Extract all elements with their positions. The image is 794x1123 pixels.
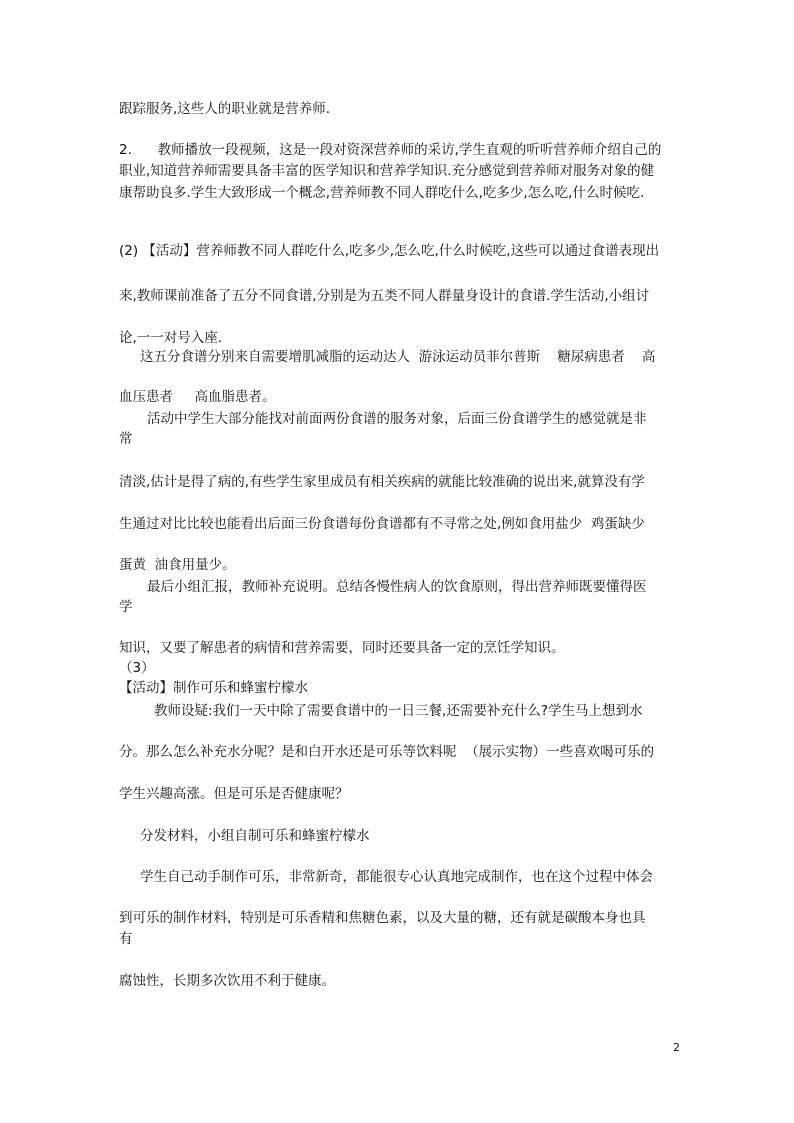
paragraph-line: 分发材料，小组自制可乐和蜂蜜柠檬水 <box>140 828 370 844</box>
paragraph-line: 蛋黄 油食用量少。 <box>119 557 236 573</box>
paragraph-line: 活动中学生大部分能找对前面两份食谱的服务对象，后面三份食谱学生的感觉就是非 <box>147 411 647 427</box>
paragraph-line: 2. 教师播放一段视频，这是一段对资深营养师的采访,学生直观的听听营养师介绍自己的 <box>119 142 662 158</box>
activity-title: 制作可乐和蜂蜜柠檬水 <box>173 680 308 696</box>
paragraph-line: 到可乐的制作材料，特别是可乐香精和焦糖色素，以及大量的糖，还有就是碳酸本身也具 <box>119 910 646 926</box>
paragraph-line: 这五分食谱分别来自需要增肌减脂的运动达人 游泳运动员菲尔普斯 糖尿病患者 高 <box>140 349 656 365</box>
paragraph-line: 有 <box>119 931 133 947</box>
paragraph-line: 知识，又要了解患者的病情和营养需要，同时还要具备一定的烹饪学知识。 <box>119 640 565 656</box>
section-number: （3） <box>119 660 155 676</box>
paragraph-line: 常 <box>119 431 133 447</box>
activity-title: 营养师教不同人群吃什么 <box>196 243 345 259</box>
paragraph-line: 清淡,估计是得了病的,有些学生家里成员有相关疾病的就能比较准确的说出来,就算没有学 <box>119 474 645 490</box>
activity-heading-line <box>119 242 659 260</box>
activity-tag: 【活动】 <box>119 680 173 696</box>
paragraph-line: 职业,知道营养师需要具备丰富的医学知识和营养学知识.充分感觉到营养师对服务对象的健 <box>119 163 655 179</box>
paragraph-line: 血压患者 高血脂患者。 <box>119 389 276 405</box>
paragraph-line: 腐蚀性，长期多次饮用不利于健康。 <box>119 973 335 989</box>
page-number: 2 <box>673 1041 680 1054</box>
paragraph-line: 跟踪服务,这些人的职业就是营养师. <box>119 101 331 117</box>
activity-tag: 【活动】 <box>142 243 197 259</box>
paragraph-line: 学 <box>119 599 133 615</box>
paragraph-line: 来,教师课前准备了五分不同食谱,分别是为五类不同人群量身设计的食谱.学生活动,小组讨 <box>119 288 650 304</box>
paragraph-line: 康帮助良多.学生大致形成一个概念,营养师教不同人群吃什么,吃多少,怎么吃,什么时候吃. <box>119 185 645 201</box>
activity-heading-line <box>119 679 308 697</box>
activity-text: ,吃多少,怎么吃,什么时候吃,这些可以通过食谱表现出 <box>344 243 660 259</box>
paragraph-line: 教师设疑:我们一天中除了需要食谱中的一日三餐,还需要补充什么?学生马上想到水 <box>154 703 643 719</box>
paragraph-line: 学生兴趣高涨。但是可乐是否健康呢？ <box>119 786 349 802</box>
section-number: (2) <box>119 243 139 259</box>
paragraph-line: 分。那么怎么补充水分呢？是和白开水还是可乐等饮料呢 （展示实物）一些喜欢喝可乐的 <box>119 744 655 760</box>
paragraph-line: 学生自己动手制作可乐，非常新奇，都能很专心认真地完成制作，也在这个过程中体会 <box>140 869 653 885</box>
paragraph-line: 论,一一对号入座. <box>119 330 223 346</box>
paragraph-line: 最后小组汇报，教师补充说明。总结各慢性病人的饮食原则，得出营养师既要懂得医 <box>147 579 647 595</box>
paragraph-line: 生通过对比比较也能看出后面三份食谱每份食谱都有不寻常之处,例如食用盐少 鸡蛋缺少 <box>119 516 645 532</box>
